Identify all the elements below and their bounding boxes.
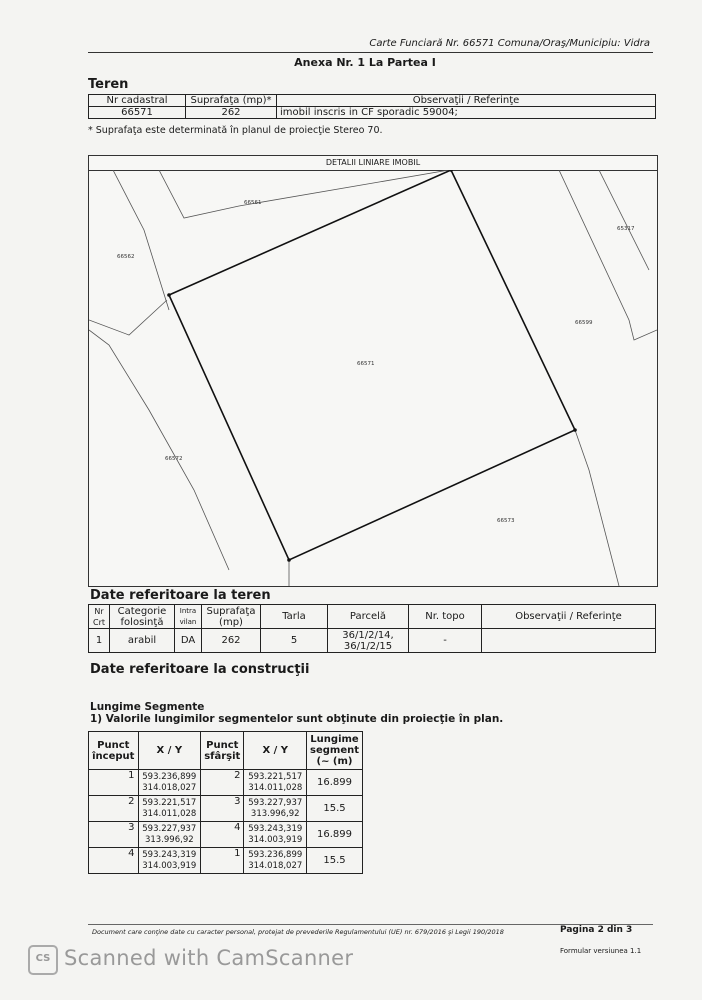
cell-start-y: 314.003,919 [142, 860, 197, 871]
col-suprafata: Suprafaţa (mp) [202, 605, 261, 629]
cell-end: 2 [201, 770, 244, 796]
map-label: 66562 [117, 254, 135, 260]
cell-start: 3 [89, 822, 139, 848]
cell-end: 1 [201, 848, 244, 874]
cell-length: 16.899 [307, 770, 363, 796]
neighbor-line [599, 170, 649, 270]
cell-end-x: 593.236,899 [248, 849, 303, 860]
cell-end-y: 314.018,027 [248, 860, 303, 871]
cell-end-y: 313.996,92 [250, 808, 300, 819]
parcel-map [88, 155, 658, 587]
col-parcela: Parcelă [328, 605, 409, 629]
map-label: 65317 [617, 226, 635, 232]
teren-heading: Teren [88, 77, 129, 92]
map-label: 66571 [357, 361, 375, 367]
col-nr-crt: Nr Crt [89, 605, 110, 629]
col-tarla: Tarla [261, 605, 328, 629]
cell-start-x: 593.227,937 [142, 823, 197, 834]
map-drawing [89, 170, 657, 586]
cell-end-y: 314.011,028 [248, 782, 303, 793]
cell-observatii: imobil inscris in CF sporadic 59004; [277, 107, 656, 119]
cell-start-y: 314.011,028 [142, 808, 197, 819]
teren-table [88, 94, 656, 119]
cell-intravilan: DA [175, 629, 202, 653]
cell-start-x: 593.221,517 [142, 797, 197, 808]
cell-length: 16.899 [307, 822, 363, 848]
map-label: 66572 [165, 456, 183, 462]
table-row [89, 822, 363, 848]
table-row [89, 848, 363, 874]
col-categorie: Categorie folosinţă [110, 605, 175, 629]
map-title: DETALII LINIARE IMOBIL [89, 156, 657, 171]
cell-start-x: 593.243,319 [142, 849, 197, 860]
cell-start-x: 593.236,899 [142, 771, 197, 782]
carte-funciara-title: Carte Funciară Nr. 66571 Comuna/Oraş/Municipiu: Vidra [369, 38, 650, 49]
cell-end: 3 [201, 796, 244, 822]
neighbor-line [113, 170, 169, 310]
neighbor-line [89, 330, 229, 570]
neighbor-line [89, 300, 167, 335]
table-row [89, 796, 363, 822]
cell-start-y: 314.018,027 [142, 782, 197, 793]
page-number: Pagina 2 din 3 [560, 925, 633, 935]
cell-start-y: 313.996,92 [144, 834, 194, 845]
suprafata-footnote: * Suprafaţa este determinată în planul de proiecţie Stereo 70. [88, 125, 383, 136]
cell-start: 4 [89, 848, 139, 874]
col-observatii: Observaţii / Referinţe [482, 605, 656, 629]
cell-start: 1 [89, 770, 139, 796]
date-constructii-heading: Date referitoare la construcţii [90, 662, 310, 677]
col-observatii: Observaţii / Referinţe [277, 95, 656, 107]
cell-nr-topo: - [409, 629, 482, 653]
segmente-heading: Lungime Segmente [90, 701, 205, 713]
col-suprafata: Suprafaţa (mp)* [186, 95, 277, 107]
cell-nr-crt: 1 [89, 629, 110, 653]
date-teren-table [88, 604, 656, 653]
col-xy-end: X / Y [244, 732, 307, 770]
date-teren-heading: Date referitoare la teren [90, 588, 271, 603]
form-version: Formular versiunea 1.1 [560, 947, 642, 955]
camscanner-watermark: Scanned with CamScanner [64, 946, 354, 970]
col-nr-topo: Nr. topo [409, 605, 482, 629]
map-label: 66599 [575, 320, 593, 326]
cell-end-x: 593.221,517 [248, 771, 303, 782]
cell-categorie: arabil [110, 629, 175, 653]
col-nr-cadastral: Nr cadastral [89, 95, 186, 107]
cell-parcela: 36/1/2/14, 36/1/2/15 [328, 629, 409, 653]
cell-nr-cadastral: 66571 [89, 107, 186, 119]
col-intravilan: Intra vilan [175, 605, 202, 629]
map-label: 66573 [497, 518, 515, 524]
header-rule [88, 52, 653, 53]
cell-end-x: 593.243,319 [248, 823, 303, 834]
neighbor-line [159, 170, 449, 218]
camscanner-logo: CS [28, 945, 58, 975]
cell-end: 4 [201, 822, 244, 848]
cell-suprafata: 262 [186, 107, 277, 119]
vertex-point [167, 293, 171, 297]
col-punct-sfarsit: Punct sfârşit [201, 732, 244, 770]
cell-start: 2 [89, 796, 139, 822]
cell-length: 15.5 [307, 796, 363, 822]
cell-suprafata: 262 [202, 629, 261, 653]
col-lungime: Lungime segment (~ (m) [307, 732, 363, 770]
col-xy-start: X / Y [138, 732, 201, 770]
cell-end-y: 314.003,919 [248, 834, 303, 845]
vertex-point [573, 428, 577, 432]
table-row [89, 770, 363, 796]
footer-gdpr-note: Document care conţine date cu caracter personal, protejat de prevederile Regulamentului (UE) nr. 679/2016 şi Legii 190/2018 [92, 928, 504, 936]
segmente-subtitle: 1) Valorile lungimilor segmentelor sunt obţinute din proiecţie în plan. [90, 713, 504, 725]
cell-length: 15.5 [307, 848, 363, 874]
map-label: 66561 [244, 200, 262, 206]
cell-tarla: 5 [261, 629, 328, 653]
vertex-point [287, 558, 291, 562]
neighbor-line [559, 170, 657, 340]
neighbor-line [575, 430, 619, 586]
annex-title: Anexa Nr. 1 La Partea I [294, 56, 436, 69]
col-punct-inceput: Punct început [89, 732, 139, 770]
cell-observatii [482, 629, 656, 653]
cell-end-x: 593.227,937 [248, 797, 303, 808]
segmente-table [88, 731, 363, 874]
